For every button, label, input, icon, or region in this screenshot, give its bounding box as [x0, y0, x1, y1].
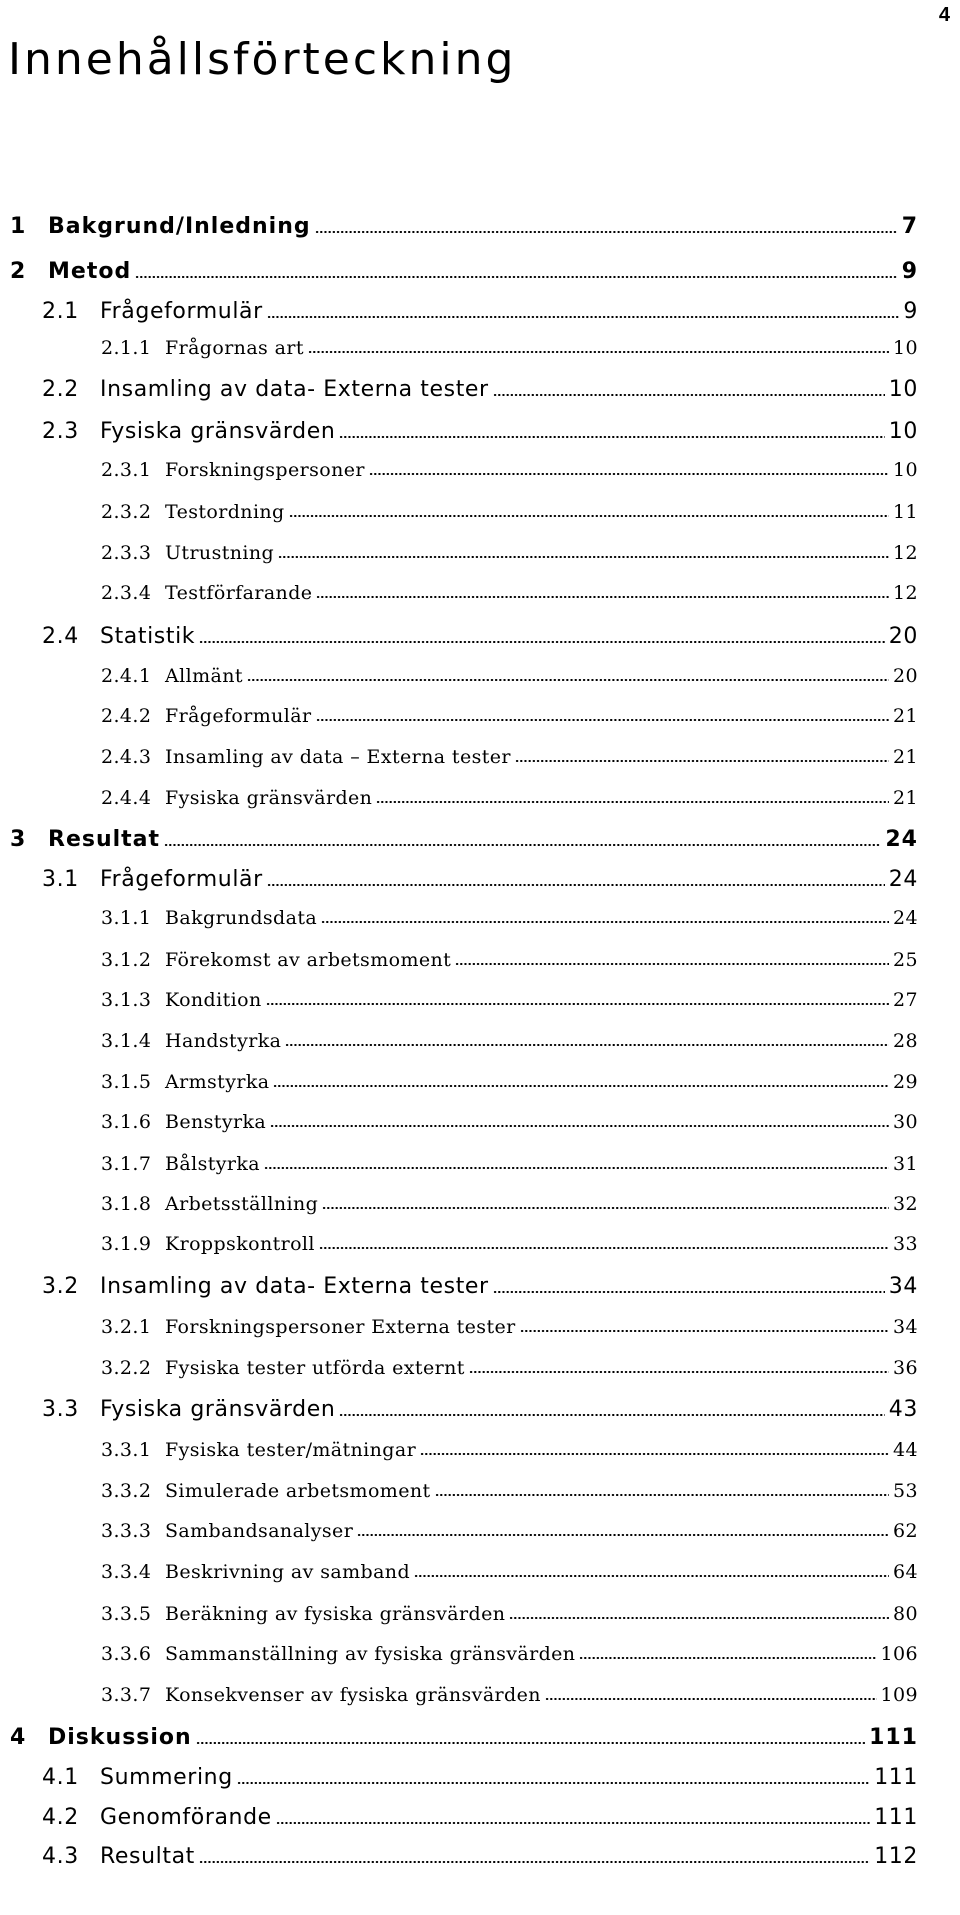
toc-entry-label: Frågornas art [165, 337, 304, 359]
toc-entry-number: 2.3.3 [101, 542, 152, 564]
toc-dot-leader [247, 679, 889, 681]
toc-dot-leader [267, 316, 900, 318]
toc-entry-page: 106 [880, 1643, 918, 1665]
toc-entry-page: 10 [888, 419, 918, 444]
toc-entry[interactable] [101, 1316, 918, 1338]
toc-entry[interactable] [101, 1561, 918, 1583]
toc-dot-leader [315, 231, 898, 233]
toc-entry-page: 7 [901, 214, 918, 239]
toc-entry-number: 3.1.4 [101, 1030, 152, 1052]
toc-entry-number: 3.3 [42, 1397, 79, 1422]
toc-entry-number: 4.3 [42, 1844, 79, 1869]
toc-entry-label: Simulerade arbetsmoment [165, 1480, 431, 1502]
toc-dot-leader [579, 1657, 876, 1659]
toc-dot-leader [515, 760, 889, 762]
toc-entry[interactable] [42, 1805, 918, 1830]
toc-entry[interactable] [101, 1357, 918, 1379]
toc-dot-leader [266, 1003, 889, 1005]
toc-entry-label: Benstyrka [165, 1111, 267, 1133]
toc-entry-label: Forskningspersoner [165, 459, 365, 481]
toc-dot-leader [289, 515, 889, 517]
toc-dot-leader [493, 1291, 885, 1293]
toc-entry-number: 2.3.1 [101, 459, 152, 481]
toc-dot-leader [520, 1330, 889, 1332]
toc-dot-leader [376, 801, 889, 803]
toc-entry[interactable] [101, 1193, 918, 1215]
toc-entry-page: 30 [893, 1111, 918, 1133]
toc-dot-leader [493, 394, 885, 396]
toc-entry-label: Insamling av data- Externa tester [100, 1274, 489, 1299]
toc-entry-number: 3.3.2 [101, 1480, 152, 1502]
toc-entry-label: Konsekvenser av fysiska gränsvärden [165, 1684, 541, 1706]
toc-entry-page: 10 [893, 459, 918, 481]
toc-entry[interactable] [101, 501, 918, 523]
toc-entry-number: 3 [10, 827, 27, 852]
toc-entry-label: Genomförande [100, 1805, 272, 1830]
toc-entry-page: 28 [893, 1030, 918, 1052]
toc-entry[interactable] [101, 1030, 918, 1052]
toc-entry-label: Frågeformulär [100, 867, 263, 892]
toc-entry-page: 24 [885, 827, 918, 852]
toc-entry[interactable] [101, 582, 918, 604]
toc-entry-page: 62 [893, 1520, 918, 1542]
toc-dot-leader [316, 596, 889, 598]
toc-entry-number: 3.1.6 [101, 1111, 152, 1133]
toc-entry-page: 11 [893, 501, 918, 523]
toc-entry-page: 36 [893, 1357, 918, 1379]
toc-entry-label: Resultat [100, 1844, 195, 1869]
toc-entry[interactable] [42, 1765, 918, 1790]
toc-entry-page: 24 [893, 907, 918, 929]
toc-dot-leader [237, 1782, 870, 1784]
toc-dot-leader [273, 1085, 889, 1087]
toc-entry-label: Arbetsställning [165, 1193, 319, 1215]
toc-entry[interactable] [42, 1844, 918, 1869]
toc-dot-leader [455, 963, 889, 965]
toc-entry[interactable] [42, 377, 918, 402]
toc-dot-leader [339, 436, 884, 438]
toc-dot-leader [308, 351, 889, 353]
toc-entry-page: 27 [893, 989, 918, 1011]
toc-entry-number: 3.1.5 [101, 1071, 152, 1093]
toc-entry-number: 3.3.6 [101, 1643, 152, 1665]
toc-entry-number: 2.2 [42, 377, 79, 402]
toc-entry-number: 3.3.5 [101, 1603, 152, 1625]
toc-entry[interactable] [101, 705, 918, 727]
toc-entry-label: Sambandsanalyser [165, 1520, 354, 1542]
toc-entry-number: 3.1.1 [101, 907, 152, 929]
toc-entry-number: 3.1.9 [101, 1233, 152, 1255]
toc-entry-page: 111 [874, 1765, 918, 1790]
toc-entry[interactable] [42, 1274, 918, 1299]
toc-entry[interactable] [42, 299, 918, 324]
toc-entry-label: Summering [100, 1765, 233, 1790]
toc-entry-number: 2.4.3 [101, 746, 152, 768]
toc-entry[interactable] [101, 787, 918, 809]
toc-entry-label: Bakgrundsdata [165, 907, 318, 929]
toc-entry[interactable] [101, 1684, 918, 1706]
toc-entry[interactable] [101, 1603, 918, 1625]
toc-dot-leader [339, 1414, 884, 1416]
toc-dot-leader [319, 1247, 889, 1249]
toc-dot-leader [369, 473, 889, 475]
toc-entry-number: 3.2 [42, 1274, 79, 1299]
toc-entry-page: 33 [893, 1233, 918, 1255]
toc-entry-label: Insamling av data- Externa tester [100, 377, 489, 402]
toc-entry-label: Statistik [100, 624, 196, 649]
toc-entry[interactable] [101, 1439, 918, 1461]
toc-entry-label: Frågeformulär [100, 299, 263, 324]
toc-entry-page: 32 [893, 1193, 918, 1215]
toc-entry-page: 112 [874, 1844, 918, 1869]
toc-entry-number: 3.1 [42, 867, 79, 892]
toc-entry[interactable] [10, 1725, 918, 1750]
toc-entry-page: 25 [893, 949, 918, 971]
toc-dot-leader [276, 1822, 870, 1824]
toc-entry[interactable] [10, 259, 918, 284]
toc-entry-number: 2.4 [42, 624, 79, 649]
toc-entry-page: 20 [893, 665, 918, 687]
toc-entry-label: Fysiska tester/mätningar [165, 1439, 417, 1461]
toc-entry-page: 21 [893, 746, 918, 768]
toc-entry-number: 3.2.1 [101, 1316, 152, 1338]
toc-entry-label: Allmänt [165, 665, 243, 687]
toc-entry-page: 111 [869, 1725, 918, 1750]
toc-dot-leader [264, 1167, 889, 1169]
toc-entry-number: 2.1 [42, 299, 79, 324]
toc-entry[interactable] [101, 542, 918, 564]
toc-dot-leader [509, 1617, 889, 1619]
toc-entry[interactable] [42, 419, 918, 444]
toc-dot-leader [469, 1371, 889, 1373]
toc-entry-page: 80 [893, 1603, 918, 1625]
toc-dot-leader [321, 921, 889, 923]
page-number: 4 [938, 4, 950, 26]
toc-entry-label: Fysiska gränsvärden [100, 419, 336, 444]
toc-entry[interactable] [101, 989, 918, 1011]
toc-dot-leader [278, 556, 889, 558]
toc-entry-label: Handstyrka [165, 1030, 282, 1052]
toc-entry-number: 3.1.8 [101, 1193, 152, 1215]
toc-dot-leader [545, 1698, 877, 1700]
toc-entry-number: 2.1.1 [101, 337, 152, 359]
toc-entry-number: 3.1.7 [101, 1153, 152, 1175]
toc-entry-number: 3.2.2 [101, 1357, 152, 1379]
toc-entry-number: 4.2 [42, 1805, 79, 1830]
toc-dot-leader [164, 844, 881, 846]
toc-dot-leader [199, 1861, 870, 1863]
toc-entry[interactable] [101, 1111, 918, 1133]
toc-entry-label: Fysiska gränsvärden [165, 787, 373, 809]
toc-entry-number: 2.4.4 [101, 787, 152, 809]
toc-entry-page: 109 [880, 1684, 918, 1706]
toc-entry[interactable] [101, 459, 918, 481]
toc-entry-page: 10 [893, 337, 918, 359]
toc-entry-page: 34 [893, 1316, 918, 1338]
toc-entry[interactable] [101, 337, 918, 359]
toc-entry-number: 3.1.3 [101, 989, 152, 1011]
toc-entry-number: 4.1 [42, 1765, 79, 1790]
toc-entry-label: Förekomst av arbetsmoment [165, 949, 452, 971]
toc-entry-label: Kondition [165, 989, 262, 1011]
toc-entry-page: 34 [888, 1274, 918, 1299]
toc-entry-number: 2.4.1 [101, 665, 152, 687]
toc-entry[interactable] [101, 1480, 918, 1502]
toc-entry-label: Diskussion [48, 1725, 192, 1750]
toc-entry-number: 3.1.2 [101, 949, 152, 971]
toc-dot-leader [270, 1125, 889, 1127]
toc-entry-page: 12 [893, 582, 918, 604]
toc-entry-page: 9 [901, 259, 918, 284]
toc-entry-number: 2.3.4 [101, 582, 152, 604]
toc-entry-label: Fysiska tester utförda externt [165, 1357, 465, 1379]
toc-entry[interactable] [10, 827, 918, 852]
toc-entry[interactable] [42, 624, 918, 649]
toc-entry-page: 64 [893, 1561, 918, 1583]
toc-entry-page: 21 [893, 787, 918, 809]
toc-entry-label: Testordning [165, 501, 285, 523]
toc-entry-page: 24 [888, 867, 918, 892]
toc-dot-leader [316, 719, 890, 721]
toc-dot-leader [420, 1453, 889, 1455]
toc-entry-page: 53 [893, 1480, 918, 1502]
toc-entry-label: Frågeformulär [165, 705, 312, 727]
toc-entry-label: Bålstyrka [165, 1153, 261, 1175]
toc-entry-number: 3.3.1 [101, 1439, 152, 1461]
toc-entry-number: 2 [10, 259, 27, 284]
toc-entry-page: 9 [903, 299, 918, 324]
toc-dot-leader [285, 1044, 889, 1046]
toc-entry-page: 44 [893, 1439, 918, 1461]
toc-entry-number: 2.3 [42, 419, 79, 444]
toc-entry[interactable] [42, 867, 918, 892]
toc-dot-leader [199, 641, 885, 643]
toc-entry-label: Resultat [48, 827, 161, 852]
toc-dot-leader [435, 1494, 890, 1496]
toc-entry-label: Bakgrund/Inledning [48, 214, 311, 239]
toc-entry[interactable] [101, 1233, 918, 1255]
toc-entry-label: Sammanställning av fysiska gränsvärden [165, 1643, 576, 1665]
toc-entry-page: 20 [888, 624, 918, 649]
toc-entry-label: Beräkning av fysiska gränsvärden [165, 1603, 506, 1625]
page-title: Innehållsförteckning [8, 34, 517, 85]
toc-entry[interactable] [42, 1397, 918, 1422]
toc-entry-page: 111 [874, 1805, 918, 1830]
toc-entry-page: 43 [888, 1397, 918, 1422]
toc-entry-number: 3.3.3 [101, 1520, 152, 1542]
toc-dot-leader [267, 884, 885, 886]
toc-entry-label: Insamling av data – Externa tester [165, 746, 511, 768]
toc-entry-page: 10 [888, 377, 918, 402]
toc-entry-number: 2.3.2 [101, 501, 152, 523]
toc-entry[interactable] [101, 1520, 918, 1542]
toc-entry-page: 29 [893, 1071, 918, 1093]
toc-entry-page: 12 [893, 542, 918, 564]
toc-entry-page: 21 [893, 705, 918, 727]
toc-entry-label: Utrustning [165, 542, 275, 564]
toc-entry-number: 4 [10, 1725, 27, 1750]
toc-entry-label: Fysiska gränsvärden [100, 1397, 336, 1422]
toc-entry-number: 1 [10, 214, 27, 239]
toc-entry-label: Kroppskontroll [165, 1233, 315, 1255]
toc-dot-leader [135, 276, 897, 278]
toc-entry-label: Forskningspersoner Externa tester [165, 1316, 516, 1338]
toc-entry[interactable] [101, 665, 918, 687]
toc-entry-label: Armstyrka [165, 1071, 270, 1093]
toc-entry-number: 3.3.4 [101, 1561, 152, 1583]
toc-entry-label: Testförfarande [165, 582, 313, 604]
toc-dot-leader [414, 1575, 889, 1577]
toc-entry-label: Beskrivning av samband [165, 1561, 411, 1583]
toc-entry-number: 3.3.7 [101, 1684, 152, 1706]
toc-entry-page: 31 [893, 1153, 918, 1175]
toc-dot-leader [357, 1534, 889, 1536]
toc-entry[interactable] [101, 907, 918, 929]
toc-entry[interactable] [101, 949, 918, 971]
toc-entry[interactable] [101, 1071, 918, 1093]
toc-entry-label: Metod [48, 259, 132, 284]
toc-entry[interactable] [10, 214, 918, 239]
toc-entry-number: 2.4.2 [101, 705, 152, 727]
toc-dot-leader [196, 1742, 865, 1744]
toc-entry[interactable] [101, 1643, 918, 1665]
toc-entry[interactable] [101, 746, 918, 768]
toc-entry[interactable] [101, 1153, 918, 1175]
toc-dot-leader [322, 1207, 889, 1209]
